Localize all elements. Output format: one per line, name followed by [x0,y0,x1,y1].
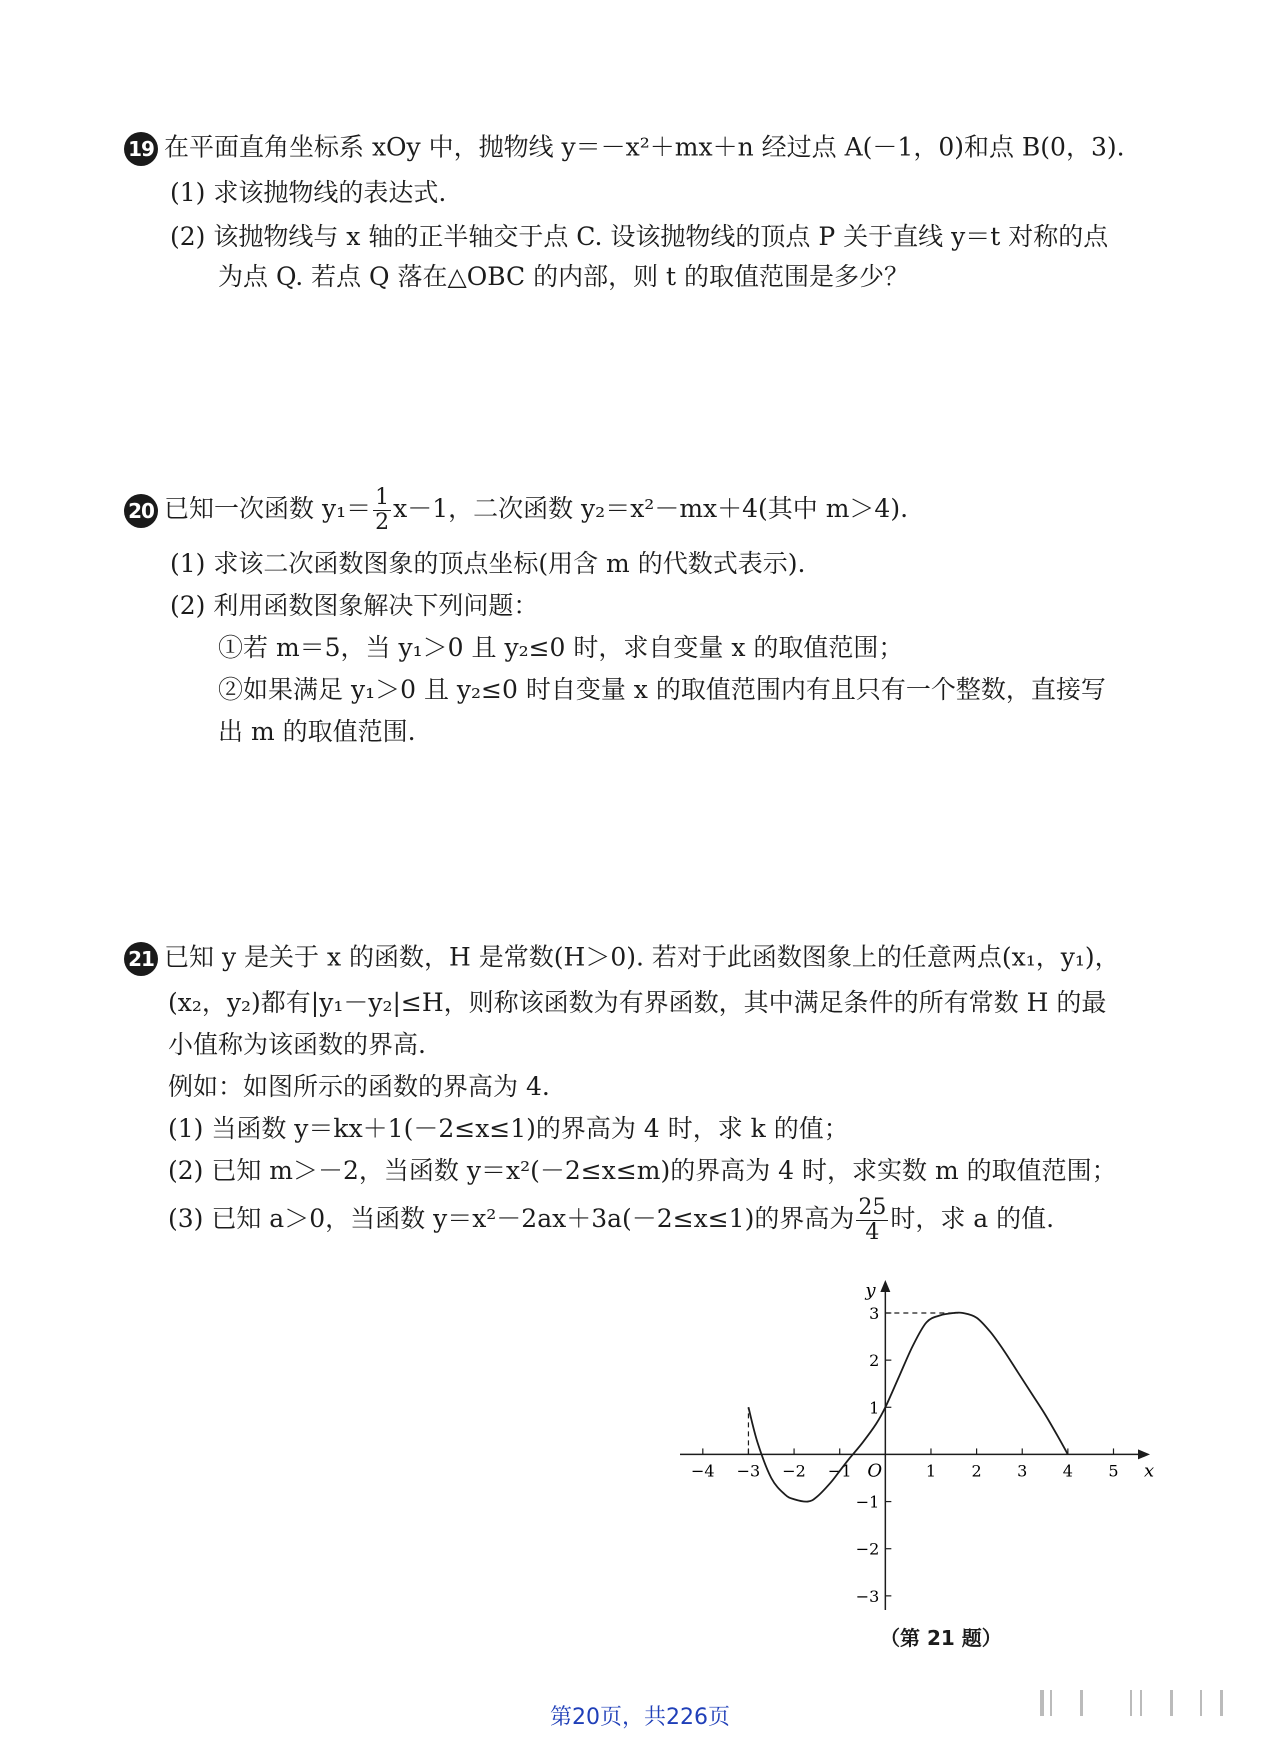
x-tick-label: 4 [1062,1461,1073,1481]
problem-text: (2) 已知 m＞－2，当函数 y＝x²(－2≤x≤m)的界高为 4 时，求实数 m 的取值范围； [168,1156,1117,1185]
fraction: $\frac{25}{4}$ [858,1195,887,1245]
x-axis-label: x [1144,1460,1155,1482]
x-tick-label: −1 [827,1461,852,1481]
problem-number-badge: 19 [124,132,158,166]
problem-text: 已知一次函数 y₁＝ [164,494,372,523]
origin-label: O [867,1460,883,1482]
y-tick-label: −1 [855,1492,880,1512]
page-footer: 第20页，共226页 [550,1705,730,1730]
x-tick-label: −4 [691,1461,715,1481]
y-tick-label: 1 [869,1398,880,1418]
x-tick-label: 2 [971,1461,982,1481]
problem-text: ②如果满足 y₁＞0 且 y₂≤0 时自变量 x 的取值范围内有且只有一个整数，直接写 [218,675,1106,704]
problem-text: 在平面直角坐标系 xOy 中，抛物线 y＝－x²＋mx＋n 经过点 A(－1，0)和点 B(0，3). [164,132,1125,162]
x-tick-label: 3 [1017,1461,1028,1481]
problem-text: ①若 m＝5，当 y₁＞0 且 y₂≤0 时，求自变量 x 的取值范围； [218,633,904,662]
x-axis-arrow [1138,1449,1150,1459]
problem-number-badge: 20 [124,494,158,528]
problem-text: 出 m 的取值范围. [218,717,416,746]
problem-text: (1) 求该二次函数图象的顶点坐标(用含 m 的代数式表示). [170,549,806,578]
problem-number-badge: 21 [124,942,158,976]
y-tick-label: 2 [869,1351,880,1371]
watermark-bars [1040,1690,1240,1716]
fraction: $\frac{1}{2}$ [375,485,390,535]
problem-text: (1) 求该抛物线的表达式. [170,178,447,207]
problem-text: (1) 当函数 y＝kx＋1(－2≤x≤1)的界高为 4 时，求 k 的值； [168,1114,849,1143]
problem-text: 时，求 a 的值. [890,1204,1055,1233]
problem-text: (3) 已知 a＞0，当函数 y＝x²－2ax＋3a(－2≤x≤1)的界高为 [168,1204,855,1233]
x-tick-label: 5 [1108,1461,1119,1481]
x-tick-label: −3 [736,1461,761,1481]
function-graph [670,1270,1170,1620]
y-tick-label: −2 [855,1539,880,1559]
figure-caption: （第 21 题） [880,1626,1002,1650]
y-tick-label: −3 [855,1586,880,1606]
x-tick-label: 1 [925,1461,937,1481]
problem-text: 已知 y 是关于 x 的函数，H 是常数(H＞0). 若对于此函数图象上的任意两点(x₁，y₁)， [164,942,1120,972]
problem-text: (x₂，y₂)都有|y₁－y₂|≤H，则称该函数为有界函数，其中满足条件的所有常数 H 的最 [168,988,1107,1017]
y-tick-label: 3 [869,1304,880,1323]
problem-19 [128,132,1178,292]
x-tick-label: −2 [782,1461,806,1481]
y-axis-arrow [880,1280,890,1292]
problem-text: (2) 该抛物线与 x 轴的正半轴交于点 C. 设该抛物线的顶点 P 关于直线 y＝t 对称的点 [170,222,1109,251]
problem-text: x－1，二次函数 y₂＝x²－mx＋4(其中 m＞4). [393,494,909,523]
problem-text: (2) 利用函数图象解决下列问题： [170,591,539,620]
problem-21 [128,942,1178,1245]
problem-text: 小值称为该函数的界高. [168,1030,426,1059]
y-axis-label: y [865,1280,876,1301]
problem-text: 为点 Q. 若点 Q 落在△OBC 的内部，则 t 的取值范围是多少？ [218,262,910,291]
problem-text: 例如：如图所示的函数的界高为 4. [168,1072,550,1101]
problem-20 [128,486,1178,747]
